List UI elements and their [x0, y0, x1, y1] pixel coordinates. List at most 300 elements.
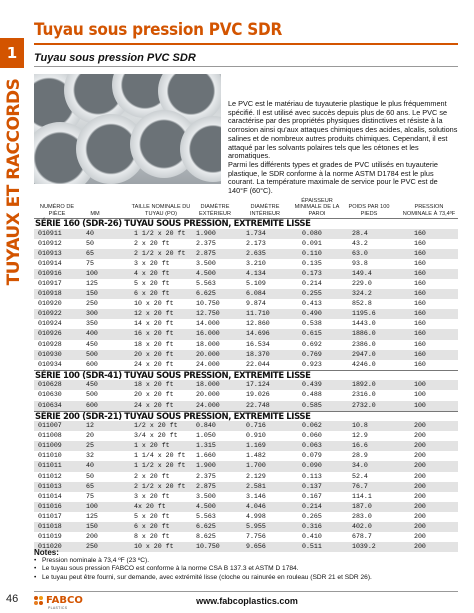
table-cell: 65 — [86, 249, 94, 257]
table-cell: 25 — [86, 442, 94, 450]
table-cell: 4.500 — [196, 502, 216, 510]
table-cell: 0.439 — [302, 381, 322, 389]
table-cell: 4.134 — [246, 269, 266, 277]
table-cell: 3 x 20 ft — [134, 492, 170, 500]
table-cell: 011012 — [38, 472, 62, 480]
table-row — [34, 390, 458, 400]
table-row — [34, 360, 458, 370]
table-cell: 160 — [414, 229, 426, 237]
subtitle-divider — [34, 66, 458, 67]
table-cell: 010928 — [38, 340, 62, 348]
table-cell: 10 x 20 ft — [134, 543, 174, 551]
table-cell: 14 x 20 ft — [134, 320, 174, 328]
table-cell: 200 — [414, 452, 426, 460]
table-cell: 1/2 x 20 ft — [134, 422, 178, 430]
table-cell: 12.9 — [352, 432, 368, 440]
pipe-spec-table — [34, 218, 458, 552]
table-cell: 5 x 20 ft — [134, 512, 170, 520]
table-cell: 1195.6 — [352, 310, 376, 318]
table-cell: 1 1/2 x 20 ft — [134, 462, 186, 470]
notes-title: Notes: — [34, 548, 59, 557]
table-cell: 160 — [414, 239, 426, 247]
table-row — [34, 309, 458, 319]
table-cell: 2316.0 — [352, 391, 376, 399]
table-cell: 011009 — [38, 442, 62, 450]
table-cell: 2947.0 — [352, 350, 376, 358]
table-cell: 40 — [86, 229, 94, 237]
table-cell: 010920 — [38, 300, 62, 308]
table-cell: 0.091 — [302, 239, 322, 247]
chapter-number: 1 — [6, 44, 18, 62]
table-cell: 160 — [414, 330, 426, 338]
table-cell: 011011 — [38, 462, 62, 470]
table-cell: 010630 — [38, 391, 62, 399]
table-cell: 200 — [414, 512, 426, 520]
header-nominal-size: TAILLE NOMINALE DU TUYAU (PO) — [131, 204, 191, 217]
table-cell: 18.370 — [246, 350, 270, 358]
table-row — [34, 279, 458, 289]
table-cell: 010913 — [38, 249, 62, 257]
table-cell: 22.044 — [246, 360, 270, 368]
table-cell: 34.0 — [352, 462, 368, 470]
table-cell: 12 x 20 ft — [134, 310, 174, 318]
table-cell: 678.7 — [352, 533, 372, 541]
table-cell: 14.696 — [246, 330, 270, 338]
table-cell: 1 x 20 ft — [134, 442, 170, 450]
table-cell: 011010 — [38, 452, 62, 460]
table-row — [34, 522, 458, 532]
table-cell: 4.998 — [246, 512, 266, 520]
table-cell: 0.585 — [302, 401, 322, 409]
table-cell: 010914 — [38, 259, 62, 267]
table-cell: 4 x 20 ft — [134, 269, 170, 277]
header-pressure-rating: PRESSION NOMINALE À 73,4ºF — [402, 204, 456, 217]
table-cell: 9.874 — [246, 300, 266, 308]
table-cell: 0.538 — [302, 320, 322, 328]
table-cell: 200 — [414, 543, 426, 551]
table-cell: 160 — [414, 360, 426, 368]
table-cell: 12 — [86, 422, 94, 430]
table-cell: 150 — [86, 523, 98, 531]
table-cell: 2 x 20 ft — [134, 239, 170, 247]
table-cell: 2732.0 — [352, 401, 376, 409]
table-cell: 500 — [86, 391, 98, 399]
table-cell: 43.2 — [352, 239, 368, 247]
header-outer-diameter: DIAMÈTRE EXTÉRIEUR — [198, 204, 231, 217]
table-cell: 402.0 — [352, 523, 372, 531]
table-cell: 200 — [414, 422, 426, 430]
table-cell: 2 1/2 x 20 ft — [134, 249, 186, 257]
table-row — [34, 512, 458, 522]
table-cell: 75 — [86, 259, 94, 267]
table-cell: 2.635 — [246, 249, 266, 257]
header-inner-diameter: DIAMÈTRE INTÉRIEUR — [249, 204, 281, 217]
table-row — [34, 229, 458, 239]
page-title: Tuyau sous pression PVC SDR — [34, 20, 282, 40]
table-cell: 75 — [86, 492, 94, 500]
table-cell: 200 — [414, 472, 426, 480]
table-cell: 600 — [86, 401, 98, 409]
table-cell: 010911 — [38, 229, 62, 237]
table-cell: 011016 — [38, 502, 62, 510]
table-cell: 0.316 — [302, 523, 322, 531]
table-cell: 011017 — [38, 512, 62, 520]
table-row — [34, 532, 458, 542]
table-cell: 20.000 — [196, 391, 220, 399]
table-cell: 5.955 — [246, 523, 266, 531]
table-header — [34, 183, 458, 217]
table-cell: 0.615 — [302, 330, 322, 338]
table-cell: 324.2 — [352, 290, 372, 298]
table-cell: 200 — [414, 442, 426, 450]
table-cell: 20 x 20 ft — [134, 350, 174, 358]
chapter-label: TUYAUX ET RACCORDS — [4, 78, 24, 286]
table-cell: 2 x 20 ft — [134, 472, 170, 480]
table-cell: 160 — [414, 300, 426, 308]
table-cell: 160 — [414, 320, 426, 328]
header-mm: MM — [90, 210, 100, 217]
table-cell: 93.8 — [352, 259, 368, 267]
table-cell: 300 — [86, 310, 98, 318]
table-cell: 500 — [86, 350, 98, 358]
table-cell: 18.000 — [196, 381, 220, 389]
table-cell: 4.500 — [196, 269, 216, 277]
footer-divider — [34, 591, 458, 592]
table-row — [34, 421, 458, 431]
table-cell: 1443.0 — [352, 320, 376, 328]
table-cell: 160 — [414, 279, 426, 287]
table-cell: 852.8 — [352, 300, 372, 308]
table-cell: 8 x 20 ft — [134, 533, 170, 541]
table-cell: 011013 — [38, 482, 62, 490]
table-cell: 350 — [86, 320, 98, 328]
table-cell: 1.050 — [196, 432, 216, 440]
table-row — [34, 249, 458, 259]
table-cell: 0.079 — [302, 452, 322, 460]
table-cell: 0.255 — [302, 290, 322, 298]
table-cell: 12.860 — [246, 320, 270, 328]
table-cell: 16 x 20 ft — [134, 330, 174, 338]
table-cell: 16.534 — [246, 340, 270, 348]
table-cell: 160 — [414, 269, 426, 277]
table-row — [34, 319, 458, 329]
header-wall-thickness: ÉPAISSEUR MINIMALE DE LA PAROI — [294, 197, 340, 217]
table-cell: 5 x 20 ft — [134, 279, 170, 287]
table-row — [34, 329, 458, 339]
table-cell: 010934 — [38, 360, 62, 368]
table-row — [34, 289, 458, 299]
table-cell: 0.063 — [302, 442, 322, 450]
table-cell: 200 — [414, 523, 426, 531]
note-item: • Le tuyau sous pression FABCO est conforme à la norme CSA B 137.3 et ASTM D 1784. — [34, 565, 458, 573]
table-cell: 0.840 — [196, 422, 216, 430]
table-cell: 19.026 — [246, 391, 270, 399]
table-cell: 1.900 — [196, 229, 216, 237]
table-row — [34, 340, 458, 350]
table-cell: 24.000 — [196, 401, 220, 409]
intro-paragraph-1: Le PVC est le matériau de tuyauterie plastique le plus fréquemment spécifié. Il est utilisé avec succès depuis plus de 60 ans. Le PVC se caractérise par des propriétés physiques distinctives et résiste à la corrosion ainsi qu'aux attaques chimiques des acides, alcalis, solutions salines et de nombreux autres produits chimiques. Cependant, il est attaqué par les solvants polaires tels que les cétones et les aromatiques. — [228, 99, 458, 161]
table-cell: 63.0 — [352, 249, 368, 257]
table-cell: 0.692 — [302, 340, 322, 348]
chapter-label-container — [2, 78, 26, 286]
table-cell: 200 — [414, 533, 426, 541]
table-cell: 8.625 — [196, 533, 216, 541]
logo-text: FABCO — [46, 595, 83, 606]
table-row — [34, 461, 458, 471]
table-cell: 10.8 — [352, 422, 368, 430]
table-cell: 160 — [414, 340, 426, 348]
table-cell: 011014 — [38, 492, 62, 500]
table-cell: 011008 — [38, 432, 62, 440]
table-cell: 450 — [86, 381, 98, 389]
table-cell: 0.490 — [302, 310, 322, 318]
table-cell: 10.750 — [196, 300, 220, 308]
table-row — [34, 350, 458, 360]
note-item: • Pression nominale à 73,4 ºF (23 ºC). — [34, 557, 458, 565]
table-cell: 0.214 — [302, 279, 322, 287]
header-part-number: NUMÉRO DE PIÈCE — [39, 204, 75, 217]
table-cell: 200 — [414, 502, 426, 510]
table-cell: 20.000 — [196, 350, 220, 358]
table-cell: 010634 — [38, 401, 62, 409]
table-cell: 3.146 — [246, 492, 266, 500]
table-cell: 1.900 — [196, 462, 216, 470]
table-cell: 18 x 20 ft — [134, 381, 174, 389]
table-cell: 0.413 — [302, 300, 322, 308]
table-cell: 010924 — [38, 320, 62, 328]
section-title: SÉRIE 200 (SDR-21) TUYAU SOUS PRESSION, EXTREMITE LISSE — [34, 411, 458, 422]
table-cell: 2.375 — [196, 472, 216, 480]
table-cell: 010926 — [38, 330, 62, 338]
table-row — [34, 451, 458, 461]
table-cell: 160 — [414, 259, 426, 267]
table-cell: 100 — [86, 502, 98, 510]
section-title: SÉRIE 160 (SDR-26) TUYAU SOUS PRESSION, EXTREMITE LISSE — [34, 218, 458, 229]
table-cell: 187.0 — [352, 502, 372, 510]
table-row — [34, 472, 458, 482]
table-cell: 65 — [86, 482, 94, 490]
table-cell: 010918 — [38, 290, 62, 298]
table-cell: 3/4 x 20 ft — [134, 432, 178, 440]
table-cell: 1 1/4 x 20 ft — [134, 452, 186, 460]
table-cell: 1039.2 — [352, 543, 376, 551]
table-cell: 2.875 — [196, 249, 216, 257]
table-cell: 010912 — [38, 239, 62, 247]
table-cell: 0.137 — [302, 482, 322, 490]
table-cell: 10.750 — [196, 543, 220, 551]
table-cell: 200 — [414, 432, 426, 440]
table-cell: 0.173 — [302, 269, 322, 277]
table-cell: 32 — [86, 452, 94, 460]
table-cell: 3.500 — [196, 492, 216, 500]
table-cell: 0.910 — [246, 432, 266, 440]
table-cell: 1.482 — [246, 452, 266, 460]
table-cell: 4246.0 — [352, 360, 376, 368]
table-row — [34, 431, 458, 441]
table-cell: 11.710 — [246, 310, 270, 318]
table-cell: 160 — [414, 350, 426, 358]
table-cell: 0.090 — [302, 462, 322, 470]
table-cell: 1.734 — [246, 229, 266, 237]
table-cell: 010917 — [38, 279, 62, 287]
table-cell: 0.265 — [302, 512, 322, 520]
table-cell: 200 — [414, 482, 426, 490]
table-row — [34, 492, 458, 502]
note-item: • Le tuyau peut être fourni, sur demande, avec extrémité lisse (cloche ou rainurée en rouleau (SDR 21 et SDR 26). — [34, 574, 458, 582]
table-cell: 1.700 — [246, 462, 266, 470]
table-cell: 160 — [414, 249, 426, 257]
table-cell: 4.046 — [246, 502, 266, 510]
table-row — [34, 482, 458, 492]
table-cell: 20 x 20 ft — [134, 391, 174, 399]
table-cell: 1892.0 — [352, 381, 376, 389]
table-cell: 1.169 — [246, 442, 266, 450]
table-row — [34, 380, 458, 390]
table-cell: 125 — [86, 279, 98, 287]
table-cell: 125 — [86, 512, 98, 520]
table-cell: 50 — [86, 472, 94, 480]
title-divider — [34, 43, 458, 45]
table-cell: 2.875 — [196, 482, 216, 490]
table-cell: 0.511 — [302, 543, 322, 551]
table-cell: 6.625 — [196, 290, 216, 298]
table-cell: 16.6 — [352, 442, 368, 450]
website-link[interactable]: www.fabcoplastics.com — [196, 596, 298, 606]
table-cell: 100 — [414, 381, 426, 389]
table-cell: 0.110 — [302, 249, 322, 257]
table-cell: 24 x 20 ft — [134, 401, 174, 409]
table-cell: 250 — [86, 543, 98, 551]
table-cell: 0.410 — [302, 533, 322, 541]
page-number: 46 — [6, 593, 19, 605]
table-cell: 450 — [86, 340, 98, 348]
table-cell: 0.167 — [302, 492, 322, 500]
table-cell: 6.084 — [246, 290, 266, 298]
table-cell: 200 — [414, 462, 426, 470]
page-subtitle: Tuyau sous pression PVC SDR — [34, 52, 196, 64]
table-cell: 2 1/2 x 20 ft — [134, 482, 186, 490]
table-cell: 7.756 — [246, 533, 266, 541]
table-cell: 18.000 — [196, 340, 220, 348]
logo-subtext: PLASTICS — [48, 606, 68, 610]
table-cell: 10 x 20 ft — [134, 300, 174, 308]
notes-section — [34, 549, 458, 582]
table-cell: 5.109 — [246, 279, 266, 287]
table-cell: 2.129 — [246, 472, 266, 480]
table-cell: 0.769 — [302, 350, 322, 358]
table-row — [34, 441, 458, 451]
table-row — [34, 299, 458, 309]
table-cell: 3.210 — [246, 259, 266, 267]
table-cell: 010930 — [38, 350, 62, 358]
table-cell: 0.214 — [302, 502, 322, 510]
table-cell: 3 x 20 ft — [134, 259, 170, 267]
table-cell: 200 — [414, 492, 426, 500]
table-cell: 0.060 — [302, 432, 322, 440]
table-cell: 011007 — [38, 422, 62, 430]
table-row — [34, 401, 458, 411]
table-cell: 12.750 — [196, 310, 220, 318]
table-cell: 52.4 — [352, 472, 368, 480]
table-cell: 14.000 — [196, 320, 220, 328]
table-cell: 0.716 — [246, 422, 266, 430]
table-cell: 0.080 — [302, 229, 322, 237]
table-row — [34, 269, 458, 279]
table-cell: 160 — [414, 310, 426, 318]
table-cell: 100 — [86, 269, 98, 277]
table-row — [34, 259, 458, 269]
table-cell: 5.563 — [196, 279, 216, 287]
table-cell: 600 — [86, 360, 98, 368]
table-cell: 4x 20 ft — [134, 502, 166, 510]
table-cell: 5.563 — [196, 512, 216, 520]
table-cell: 011018 — [38, 523, 62, 531]
table-row — [34, 502, 458, 512]
table-cell: 17.124 — [246, 381, 270, 389]
table-cell: 24.000 — [196, 360, 220, 368]
table-cell: 24 x 20 ft — [134, 360, 174, 368]
table-cell: 28.4 — [352, 229, 368, 237]
table-cell: 011019 — [38, 533, 62, 541]
table-cell: 2.581 — [246, 482, 266, 490]
table-cell: 2386.0 — [352, 340, 376, 348]
table-cell: 010922 — [38, 310, 62, 318]
table-cell: 100 — [414, 401, 426, 409]
table-cell: 3.500 — [196, 259, 216, 267]
header-weight: POIDS PAR 100 PIEDS — [348, 204, 390, 217]
table-cell: 6 x 20 ft — [134, 290, 170, 298]
table-cell: 010916 — [38, 269, 62, 277]
table-cell: 011020 — [38, 543, 62, 551]
table-cell: 28.9 — [352, 452, 368, 460]
table-cell: 0.113 — [302, 472, 322, 480]
table-cell: 1.315 — [196, 442, 216, 450]
table-cell: 010628 — [38, 381, 62, 389]
table-cell: 149.4 — [352, 269, 372, 277]
table-cell: 16.000 — [196, 330, 220, 338]
table-cell: 9.656 — [246, 543, 266, 551]
chapter-tab — [0, 38, 24, 68]
intro-paragraph-2: Parmi les différents types et grades de PVC utilisés en tuyauterie plastique, le SDR conforme à la norme ASTM D1784 est le plus courant. La température maximale de service pour le PVC est de 140°F (60°C). — [228, 159, 438, 196]
table-cell: 283.0 — [352, 512, 372, 520]
table-cell: 0.923 — [302, 360, 322, 368]
table-cell: 229.0 — [352, 279, 372, 287]
table-cell: 100 — [414, 391, 426, 399]
table-cell: 2.173 — [246, 239, 266, 247]
table-cell: 0.062 — [302, 422, 322, 430]
table-cell: 18 x 20 ft — [134, 340, 174, 348]
table-cell: 1.660 — [196, 452, 216, 460]
table-cell: 40 — [86, 462, 94, 470]
table-cell: 76.7 — [352, 482, 368, 490]
table-cell: 1 1/2 x 20 ft — [134, 229, 186, 237]
table-cell: 160 — [414, 290, 426, 298]
table-cell: 150 — [86, 290, 98, 298]
table-cell: 0.488 — [302, 391, 322, 399]
table-cell: 50 — [86, 239, 94, 247]
table-cell: 2.375 — [196, 239, 216, 247]
table-cell: 22.748 — [246, 401, 270, 409]
table-cell: 200 — [86, 533, 98, 541]
pvc-pipes-photo — [34, 74, 221, 184]
intro-text — [228, 100, 458, 196]
table-cell: 400 — [86, 330, 98, 338]
table-cell: 250 — [86, 300, 98, 308]
table-cell: 20 — [86, 432, 94, 440]
table-row — [34, 239, 458, 249]
table-cell: 114.1 — [352, 492, 372, 500]
table-cell: 6.625 — [196, 523, 216, 531]
